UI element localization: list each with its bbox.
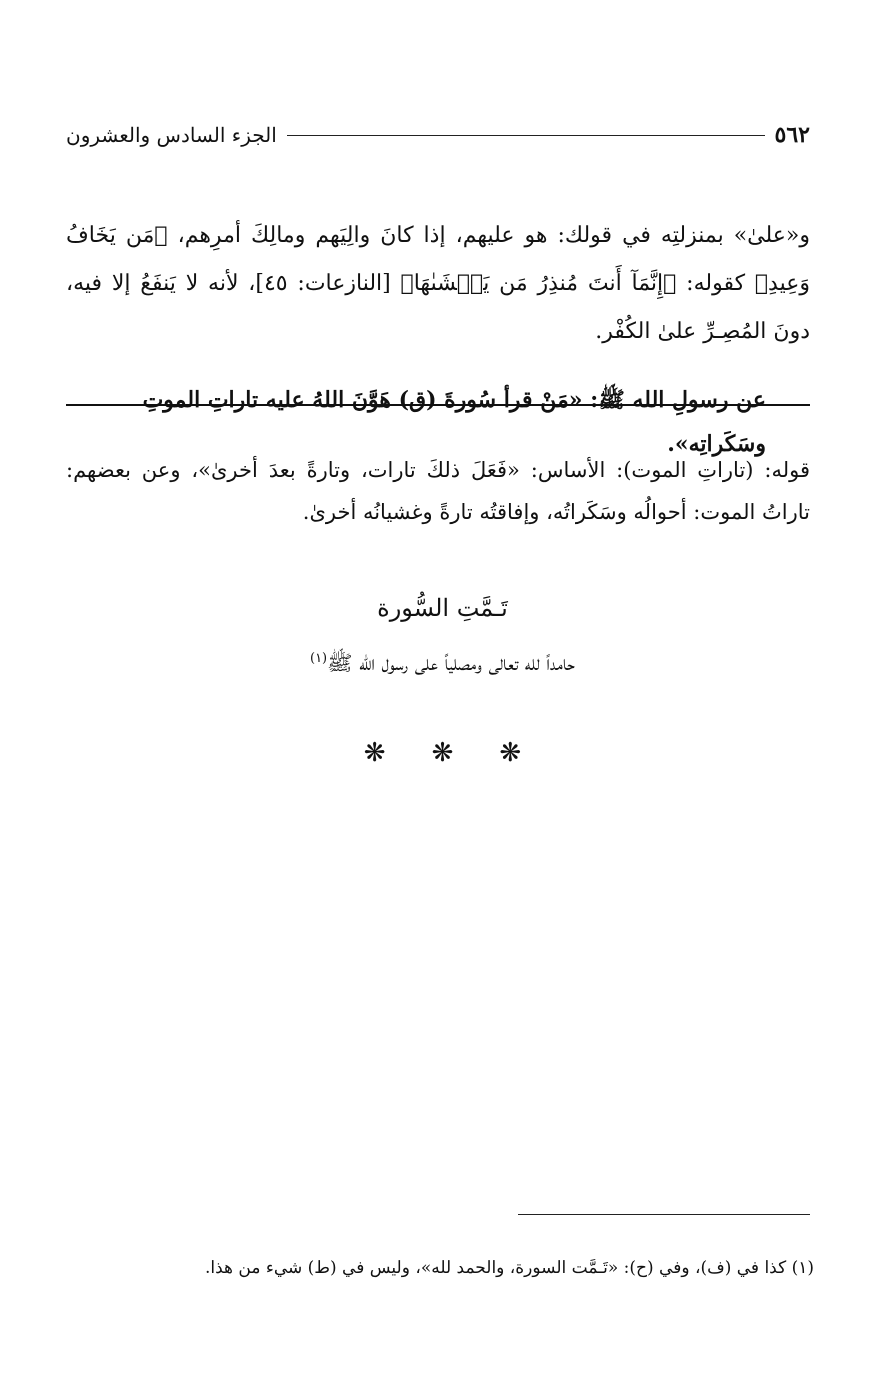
closing-line bbox=[0, 650, 885, 681]
ornament-star-icon: ❋ bbox=[431, 738, 454, 768]
body-paragraph-1: و«علىٰ» بمنزلتِه في قولك: هو عليهم، إذا كانَ والِيَهم ومالِكَ أمرِهم، ﴿مَن يَخَافُ وَعِيدِ﴾ كقوله: ﴿إِنَّمَآ أَنتَ مُنذِرُ مَن يَخۡشَىٰهَا﴾ [النازعات: ٤٥]، لأنه لا يَنفَعُ إلا فيه، دونَ المُصِـرِّ علىٰ الكُفْر. bbox=[66, 223, 810, 344]
footnote-rule bbox=[518, 1214, 810, 1215]
running-header bbox=[66, 118, 810, 152]
body-paragraph-2: قوله: (تاراتِ الموت): الأساس: «فَعَلَ ذلكَ تارات، وتارةً بعدَ أخرىٰ»، وعن بعضهم: تاراتُ الموت: أحوالُه وسَكَراتُه، وإفاقتُه تارةً وغشيانُه أخرىٰ. bbox=[66, 458, 810, 524]
footnote-marker: (١) bbox=[309, 651, 328, 666]
hadith-text: عن رسولِ الله ﷺ: «مَنْ قرأ سُورةَ (ق) هَوَّنَ اللهُ عليه تاراتِ الموتِ وسَكَراتِه». bbox=[142, 387, 766, 457]
closing-line-text: حامداً لله تعالى ومصلياً على رسول الله ﷺ bbox=[327, 651, 575, 675]
ornament-separator bbox=[0, 738, 885, 768]
header-rule bbox=[287, 135, 765, 136]
ornament-star-icon: ❋ bbox=[499, 738, 522, 768]
ornament-star-icon: ❋ bbox=[363, 738, 386, 768]
running-title: الجزء السادس والعشرون bbox=[66, 123, 277, 147]
page-number: ٥٦٢ bbox=[774, 122, 810, 148]
footnote: (١) كذا في (ف)، وفي (ح): «تَـمَّت السورة، والحمد لله»، وليس في (ط) شيء من هذا. bbox=[204, 1258, 814, 1278]
commentary-divider bbox=[66, 404, 810, 406]
closing-title: تَـمَّتِ السُّورة bbox=[377, 594, 508, 622]
